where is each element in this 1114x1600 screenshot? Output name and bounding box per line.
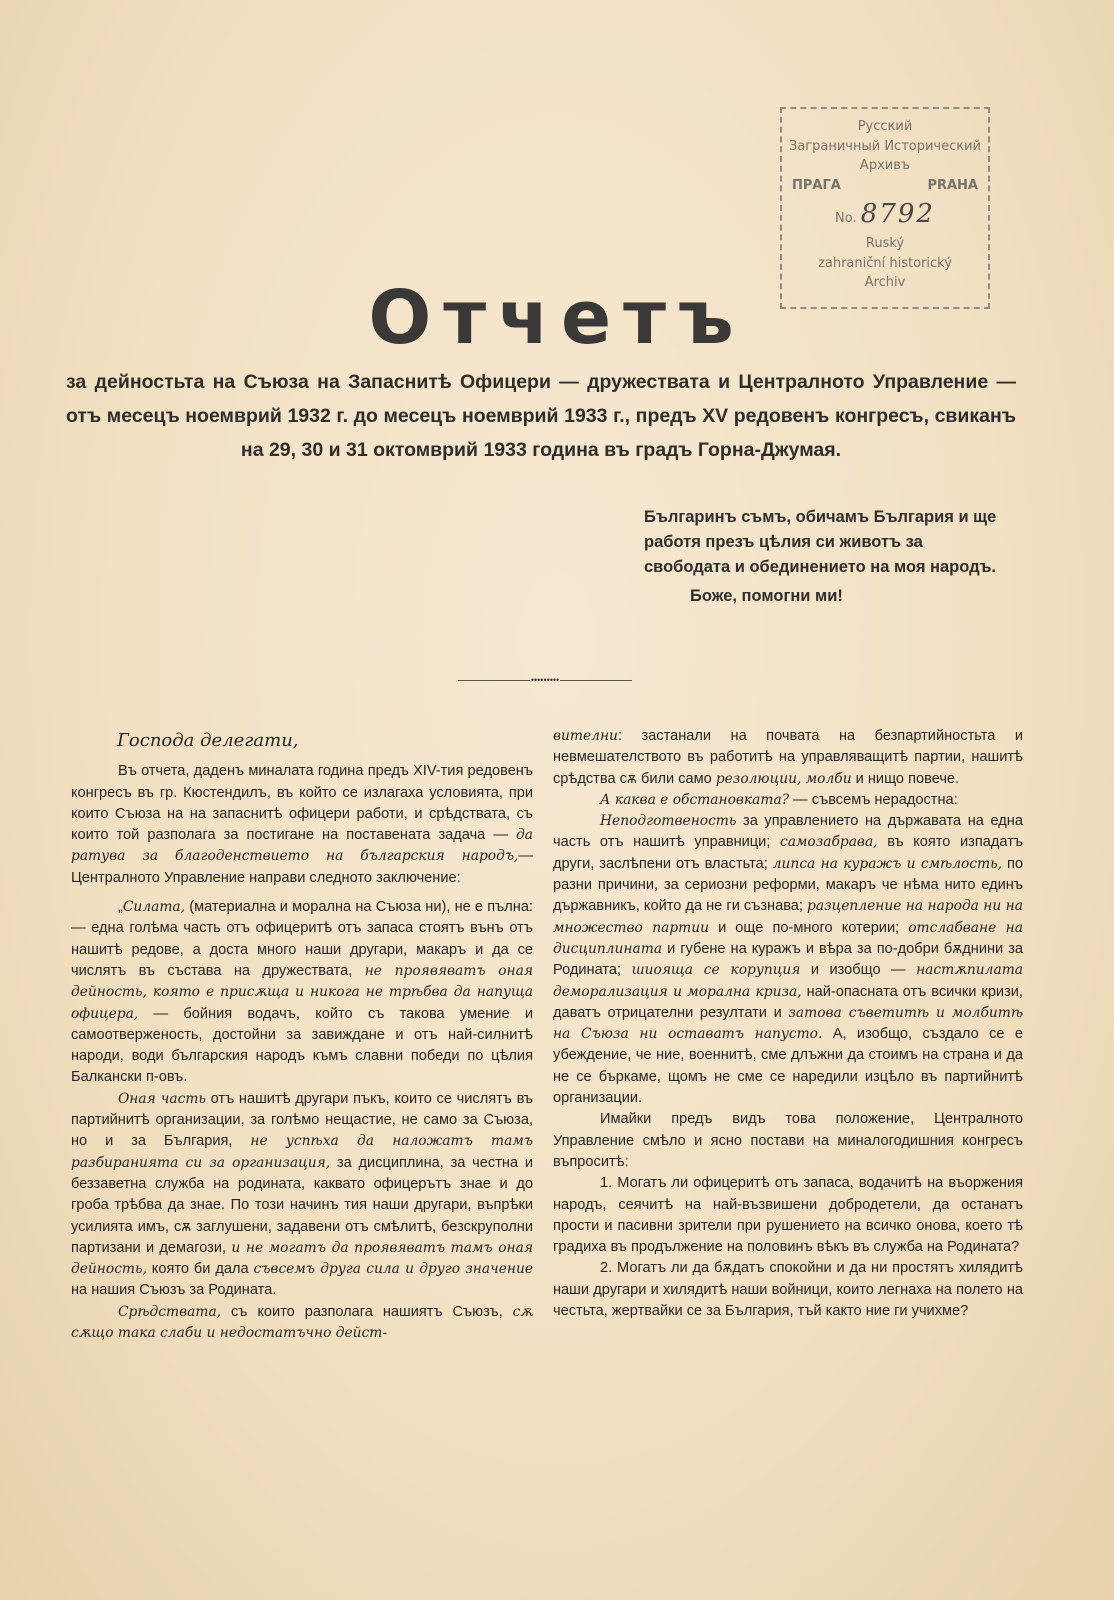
stamp-line: Archiv: [864, 275, 906, 290]
emphasis: затова съветитѣ и молбитѣ на Съюза ни оставатъ напусто.: [553, 1004, 1024, 1043]
oath-epigraph: [644, 505, 1012, 609]
stamp-line: Русский: [857, 119, 913, 134]
emphasis: съвсемъ друга сила и друго значение: [253, 1261, 534, 1278]
emphasis: да ратува за благоденствието на българския народъ,: [71, 827, 533, 865]
emphasis: шиояща се корупция: [631, 962, 801, 979]
stamp-line: zahraniční historický: [818, 255, 952, 271]
paragraph: [553, 1109, 1023, 1173]
emphasis: вителни: [553, 728, 618, 744]
emphasis: настѫпилата деморализация и морална криза,: [553, 962, 1023, 1000]
paragraph: [553, 726, 1023, 790]
text: Въ отчета, даденъ миналата година предъ XIV-тия редовенъ конгресъ въ гр. Кюстендилъ, въ който се излагаха условията, при които Съюза на на запаснитѣ офицери работи, и срѣдствата, съ които той разполага за постигане на поставената задача —: [71, 763, 533, 844]
emphasis: не успѣха да наложатъ тамъ разбиранията си за организация,: [71, 1133, 533, 1171]
ornamental-divider: [458, 676, 632, 684]
quote-mark: „: [118, 899, 123, 916]
document-title: Отчетъ: [368, 275, 746, 361]
oath-closing: Боже, помогни ми!: [690, 587, 843, 605]
emphasis: резолюции, молби: [715, 770, 852, 787]
text: А, изобщо, създало се е убеждение, че ние, военнитѣ, сме длъжни да стоимъ на страна и да не се бъркаме, щомъ не сме се наредили изцѣло въ партийнитѣ организации.: [553, 1026, 1023, 1107]
text: и губене на куражъ и вѣра за по-добри бѫднини за Родината;: [553, 940, 1023, 979]
emphasis: отслабване на дисциплината: [553, 919, 1023, 957]
text: съ които разполага нашиятъ Съюзъ,: [221, 1303, 513, 1320]
stamp-line: Заграничный Исторический: [789, 138, 981, 154]
text: за дисциплина, за честна и беззаветна служба на родината, каквато офицерътъ знае и до гроба трѣбва да знае. По този начинъ тия наши другари, въпрѣки усилията имъ, сѫ заглушени, задавени отъ смѣлитѣ, безскруполни партизани и демагози,: [71, 1154, 533, 1256]
emphasis: Оная часть: [118, 1090, 206, 1107]
emphasis: А каква е обстановката?: [600, 791, 790, 808]
text: — съвсемъ нерадостна:: [789, 791, 958, 808]
text: за управлението на държавата на една часть отъ нашитѣ управници;: [553, 813, 1023, 851]
question-1: [553, 1173, 1023, 1258]
divider-rule: [458, 680, 530, 681]
emphasis: липса на куражъ и смѣлость,: [772, 855, 1002, 872]
right-column: [553, 726, 1023, 1322]
stamp-city-row: [782, 176, 988, 196]
emphasis: сѫ сѫщо така слаби и недостатъчно дейст-: [71, 1303, 533, 1342]
text: и нищо повече.: [851, 770, 960, 787]
emphasis: Неподготвеность: [600, 813, 737, 830]
text: Имайки предъ видъ това положение, Централното Управление смѣло и ясно постави на миналогодишния конгресъ въпроситѣ:: [553, 1111, 1023, 1170]
paragraph: [553, 790, 1023, 811]
text: 2. Могатъ ли да бѫдатъ спокойни и да ни простятъ хилядитѣ наши другари и хилядитѣ наши войници, които легнаха на полето на честьта, жертвайки се за България, тъй както ние ги учихме?: [553, 1260, 1023, 1320]
stamp-handwritten-number: 8792: [860, 199, 935, 229]
text: — бойния водачъ, който съ такова умение и самоотверженость, достойни за завиждане и отъ най-силнитѣ народи, води българския народъ къмъ славни победи по цѣлия Балкански п-овъ.: [71, 1005, 533, 1086]
paragraph: [71, 761, 533, 889]
text: въ която изпадатъ други, заслѣпени отъ властьта;: [553, 834, 1023, 872]
emphasis: Срѣдствата,: [118, 1303, 222, 1320]
stamp-number-row: [782, 195, 988, 234]
emphasis: и не могатъ да проявяватъ тамъ оная дейность,: [71, 1239, 533, 1278]
paragraph: [71, 897, 533, 1089]
paragraph: [71, 1089, 533, 1302]
text: по разни причини, за сериозни реформи, макаръ че нѣма нито единъ държавникъ, който да не ги съзнава;: [553, 855, 1023, 915]
text: 1. Могатъ ли офицеритѣ отъ запаса, водачитѣ на въоржения народъ, сеячитѣ на най-възвишени добродетели, да останатъ прости и пасивни зрители при рушението на всичко онова, което тѣ градиха въ продължение на половинъ вѣкъ въ служба на Родината?: [553, 1175, 1023, 1256]
divider-rule: [560, 680, 632, 681]
paragraph: [71, 1302, 533, 1345]
stamp-line: Ruský: [865, 236, 905, 251]
stamp-line: Архивъ: [859, 158, 911, 173]
text: и още по-много котерии;: [709, 919, 909, 936]
greeting: Господа делегати,: [117, 730, 299, 751]
emphasis: Силата,: [122, 899, 186, 916]
text: най-опасната отъ всички кризи, даватъ отрицателни резултати и: [553, 983, 1023, 1021]
emphasis: не проявяватъ оная дейность, която е присѫща и никога не трѣбва да напуща офицера,: [71, 962, 533, 1022]
text: отъ нашитѣ другари пъкъ, които се числятъ въ партийнитѣ организации, за голѣмо нещастие, не само за Съюза, но и за България,: [71, 1090, 533, 1150]
left-column: [71, 730, 533, 1344]
text: : застанали на почвата на безпартийностьта и невмешателството въ работитѣ на управляващитѣ партии, нашитѣ срѣдства сѫ били само: [553, 728, 1023, 787]
emphasis: разцепление на народа ни на множество партии: [553, 898, 1023, 936]
document-subtitle: за дейностьта на Съюза на Запаснитѣ Офицери — дружествата и Централното Управление — отъ месецъ ноемврий 1932 г. до месецъ ноемврий 1933 г., предъ XV редовенъ конгресъ, свиканъ на 29, 30 и 31 октомврий 1933 година въ градъ Горна-Джумая.: [66, 371, 1016, 461]
stamp-no-label: No.: [835, 211, 857, 226]
paragraph: [553, 811, 1023, 1109]
stamp-city-left: ПРАГА: [792, 177, 841, 193]
text: —Централното Управление направи следното заключение:: [71, 848, 533, 886]
divider-dots: •••••••••: [530, 675, 560, 685]
text: и изобщо —: [800, 962, 917, 979]
emphasis: самозабрава,: [780, 834, 878, 851]
oath-text: Българинъ съмъ, обичамъ България и ще работя презъ цѣлия си животъ за свободата и обединението на моя народъ.: [644, 508, 997, 576]
text: (материална и морална на Съюза ни), не е пълна: — една голѣма часть отъ офицеритѣ отъ запаса стоятъ вънъ отъ нашитѣ редове, а доста много наши другари, макаръ и да се числятъ въ състава на дружествата,: [71, 899, 533, 979]
question-2: [553, 1258, 1023, 1322]
text: на нашия Съюзъ за Родината.: [71, 1282, 277, 1299]
stamp-city-right: PRAHA: [927, 177, 978, 193]
text: която би дала: [146, 1261, 254, 1278]
